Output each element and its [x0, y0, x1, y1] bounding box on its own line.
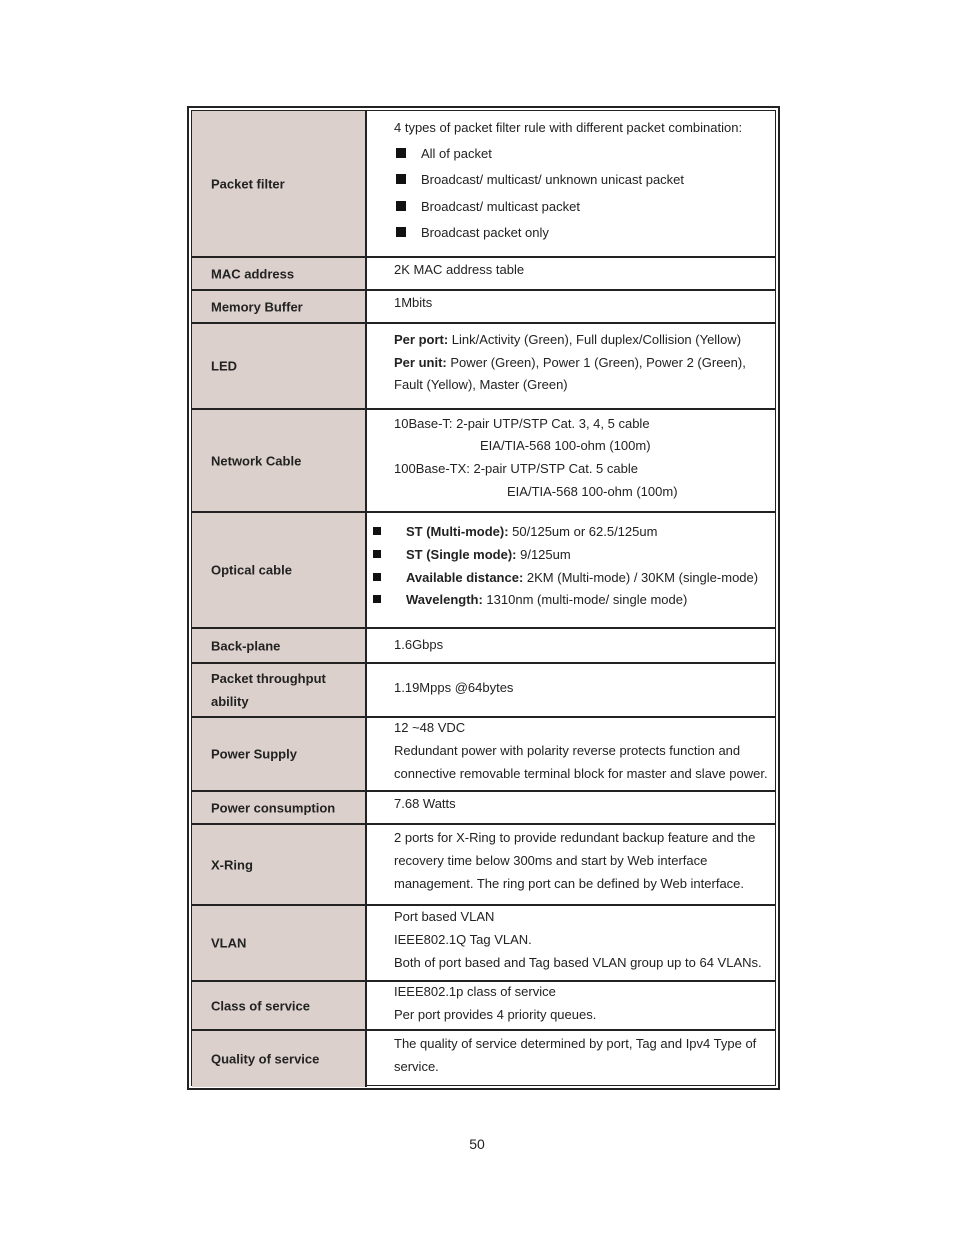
- optical-val: 9/125um: [516, 547, 571, 562]
- row-label: X-Ring: [211, 857, 253, 872]
- cable-line: EIA/TIA-568 100-ohm (100m): [507, 484, 678, 499]
- page-number: 50: [469, 1136, 485, 1152]
- table-row-optical-cable: [192, 513, 775, 629]
- list-item: Broadcast/ multicast packet: [421, 199, 580, 214]
- row-value-line: The quality of service determined by port, Tag and Ipv4 Type of: [394, 1036, 757, 1051]
- value-cell: [369, 513, 775, 627]
- optical-key: Available distance:: [406, 570, 524, 585]
- table-row-packet-throughput: [192, 664, 775, 718]
- row-value-line: 12 ~48 VDC: [394, 720, 466, 735]
- bullet-icon: [373, 550, 381, 558]
- cable-line: 100Base-TX: 2-pair UTP/STP Cat. 5 cable: [394, 461, 638, 476]
- optical-key: ST (Multi-mode):: [406, 524, 509, 539]
- optical-item: [406, 592, 687, 607]
- table-row-power-supply: [192, 718, 775, 792]
- label-cell: [192, 513, 367, 627]
- spec-table: [187, 106, 780, 1090]
- label-cell: [192, 1031, 367, 1087]
- row-label-line: Packet throughput: [211, 671, 326, 686]
- row-label: LED: [211, 358, 237, 374]
- table-row-back-plane: [192, 629, 775, 664]
- bullet-icon: [396, 174, 406, 184]
- row-label: Optical cable: [211, 562, 292, 578]
- value-cell: [369, 982, 775, 1029]
- value-cell: [369, 664, 775, 716]
- spec-table-inner: [191, 110, 776, 1086]
- table-row-led: [192, 324, 775, 410]
- row-label: Class of service: [211, 998, 311, 1013]
- value-cell: [369, 1031, 775, 1087]
- packet-filter-intro: 4 types of packet filter rule with different packet combination:: [394, 120, 743, 135]
- row-value-line: management. The ring port can be defined by Web interface.: [394, 876, 745, 891]
- label-cell: [192, 629, 367, 662]
- table-row-class-of-service: [192, 982, 775, 1031]
- row-value-line: Per port provides 4 priority queues.: [394, 1007, 597, 1022]
- row-label: Back-plane: [211, 638, 281, 653]
- row-value: 1Mbits: [394, 295, 433, 310]
- row-value-line: IEEE802.1Q Tag VLAN.: [394, 932, 532, 947]
- list-item: All of packet: [421, 146, 492, 161]
- optical-item: [406, 524, 657, 539]
- optical-val: 50/125um or 62.5/125um: [508, 524, 658, 539]
- row-value: 1.19Mpps @64bytes: [394, 680, 514, 695]
- table-row-vlan: [192, 906, 775, 982]
- table-row-power-consumption: [192, 792, 775, 825]
- row-value: 7.68 Watts: [394, 796, 456, 811]
- value-cell: [369, 792, 775, 823]
- value-cell: [369, 258, 775, 289]
- value-cell: [369, 906, 775, 980]
- bullet-icon: [373, 573, 381, 581]
- row-value-line: 2 ports for X-Ring to provide redundant backup feature and the: [394, 830, 756, 845]
- label-cell: [192, 291, 367, 322]
- table-row-mac-address: [192, 258, 775, 291]
- optical-item: [406, 547, 571, 562]
- led-per-unit-cont: Fault (Yellow), Master (Green): [394, 377, 568, 392]
- row-value: 2K MAC address table: [394, 262, 525, 277]
- row-label: Power Supply: [211, 746, 297, 762]
- cable-line: 10Base-T: 2-pair UTP/STP Cat. 3, 4, 5 cable: [394, 416, 650, 431]
- row-value-line: Both of port based and Tag based VLAN group up to 64 VLANs.: [394, 955, 762, 970]
- label-cell: [192, 258, 367, 289]
- list-item: Broadcast packet only: [421, 225, 549, 240]
- row-label-line: ability: [211, 694, 249, 709]
- optical-key: ST (Single mode):: [406, 547, 517, 562]
- label-cell: [192, 410, 367, 511]
- row-value-line: connective removable terminal block for master and slave power.: [394, 766, 768, 781]
- list-item: Broadcast/ multicast/ unknown unicast packet: [421, 172, 685, 187]
- table-row-packet-filter: [192, 111, 775, 258]
- cable-line: EIA/TIA-568 100-ohm (100m): [480, 438, 651, 453]
- value-cell: [369, 410, 775, 511]
- bullet-icon: [396, 227, 406, 237]
- label-cell: [192, 664, 367, 716]
- row-label: Quality of service: [211, 1051, 320, 1067]
- row-value-line: service.: [394, 1059, 439, 1074]
- row-label: Packet filter: [211, 176, 285, 191]
- value-cell: [369, 825, 775, 904]
- per-port-label: Per port:: [394, 332, 449, 347]
- value-cell: [369, 291, 775, 322]
- row-label: [211, 667, 326, 713]
- value-cell: [369, 629, 775, 662]
- value-cell: [369, 111, 775, 256]
- table-row-x-ring: [192, 825, 775, 906]
- led-per-port-line: [394, 332, 741, 347]
- row-value-line: Port based VLAN: [394, 909, 495, 924]
- bullet-icon: [396, 148, 406, 158]
- optical-item: [406, 570, 758, 585]
- row-value-line: Redundant power with polarity reverse protects function and: [394, 743, 741, 758]
- row-label: Network Cable: [211, 453, 302, 468]
- optical-val: 2KM (Multi-mode) / 30KM (single-mode): [523, 570, 759, 585]
- value-cell: [369, 718, 775, 790]
- optical-val: 1310nm (multi-mode/ single mode): [482, 592, 688, 607]
- row-value: 1.6Gbps: [394, 637, 444, 652]
- optical-key: Wavelength:: [406, 592, 483, 607]
- row-label: MAC address: [211, 266, 295, 281]
- value-cell: [369, 324, 775, 408]
- bullet-icon: [396, 201, 406, 211]
- row-label: VLAN: [211, 935, 247, 951]
- bullet-icon: [373, 527, 381, 535]
- label-cell: [192, 825, 367, 904]
- table-row-network-cable: [192, 410, 775, 513]
- row-value-line: recovery time below 300ms and start by Web interface: [394, 853, 708, 868]
- label-cell: [192, 792, 367, 823]
- row-value-line: IEEE802.1p class of service: [394, 984, 556, 999]
- label-cell: [192, 982, 367, 1029]
- row-label: Memory Buffer: [211, 299, 303, 314]
- led-per-unit-line: [394, 355, 746, 370]
- table-row-memory-buffer: [192, 291, 775, 324]
- label-cell: [192, 906, 367, 980]
- bullet-icon: [373, 595, 381, 603]
- label-cell: [192, 718, 367, 790]
- per-unit-text: Power (Green), Power 1 (Green), Power 2 (Green),: [446, 355, 746, 370]
- label-cell: [192, 324, 367, 408]
- per-unit-label: Per unit:: [394, 355, 447, 370]
- per-port-text: Link/Activity (Green), Full duplex/Collision (Yellow): [448, 332, 742, 347]
- label-cell: [192, 111, 367, 256]
- row-label: Power consumption: [211, 800, 336, 815]
- table-row-quality-of-service: [192, 1031, 775, 1087]
